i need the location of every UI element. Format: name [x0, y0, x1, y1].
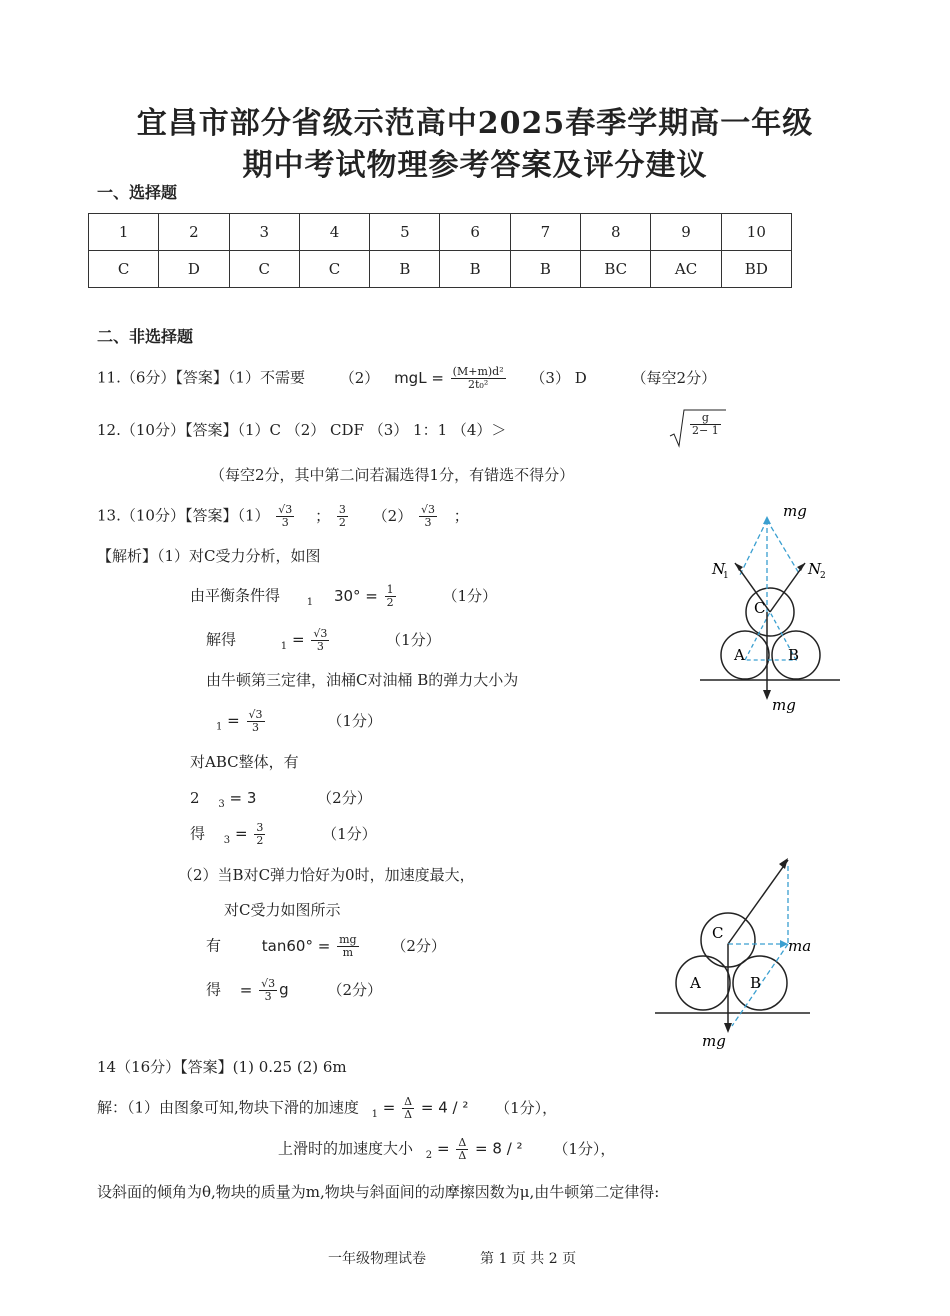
drum-a [721, 631, 769, 679]
table-cell-number: 7 [510, 214, 580, 251]
label-n2-sub: 2 [820, 571, 826, 581]
q13-ans3-den: 3 [424, 516, 432, 529]
label-ma: ma [788, 937, 812, 955]
dashed-line [767, 520, 800, 575]
q13-ans2-den: 2 [338, 516, 346, 529]
q11-frac-den: 2t₀² [468, 378, 489, 391]
q14-l2-frac-num: Δ [458, 1136, 467, 1149]
q13-l1-frac-num: 1 [386, 583, 394, 596]
table-row-answers [89, 251, 792, 288]
q13-l6-text: 2 [190, 789, 200, 807]
q13-line11 [206, 978, 382, 1003]
q13-l2-frac-num: √3 [313, 627, 328, 640]
q13-l7-sub: 3 [223, 834, 231, 846]
table-cell-number: 6 [440, 214, 510, 251]
q14-l1-score: （1分）， [495, 1098, 558, 1117]
label-n1: N [712, 560, 726, 578]
q13-l11-math: = [239, 980, 253, 999]
label-b: B [750, 974, 762, 992]
q11-formula-lhs: mgL = [394, 368, 444, 387]
q13-answer-line [97, 504, 469, 529]
q13-end: ； [453, 506, 469, 525]
table-row-numbers [89, 214, 792, 251]
q11-line [97, 366, 716, 391]
table-cell-number: 8 [581, 214, 651, 251]
force-diagram-1 [690, 500, 850, 715]
q13-line5: 对ABC整体，有 [190, 753, 299, 771]
q13-sep: ； [315, 506, 331, 525]
q13-l2-sub: 1 [280, 640, 288, 652]
q13-l2-text: 解得 [206, 630, 237, 649]
q13-l10-frac-den: m [342, 946, 354, 959]
q14-answer-line: 14（16分）【答案】(1) 0.25 (2) 6m [97, 1058, 347, 1076]
q13-l10-text: 有 [206, 936, 222, 955]
q13-ans3 [419, 504, 437, 529]
q13-l1-text: 由平衡条件得 [190, 586, 281, 605]
q14-l2-score: （1分）， [553, 1139, 616, 1158]
arrow-resultant [728, 860, 788, 944]
label-a: A [734, 646, 745, 664]
q13-l2-frac-den: 3 [316, 640, 324, 653]
label-n2: N [808, 560, 822, 578]
q13-l4-score: （1分） [327, 711, 382, 730]
q14-l2-frac-den: Δ [458, 1149, 467, 1162]
table-cell-answer: D [159, 251, 229, 288]
q13-l2-score: （1分） [386, 630, 441, 649]
q13-ans1-den: 3 [281, 516, 289, 529]
q13-l7-frac [254, 822, 265, 847]
page-title-line2: 期中考试物理参考答案及评分建议 [242, 148, 708, 183]
label-mg-top: mg [783, 502, 807, 520]
dashed-line [740, 520, 767, 575]
q13-line7 [190, 822, 377, 847]
table-cell-number: 3 [229, 214, 299, 251]
q14-l2-sub: 2 [425, 1149, 433, 1161]
q13-l11-frac-den: 3 [264, 990, 272, 1003]
label-a: A [690, 974, 701, 992]
q14-l2-math: = [436, 1139, 450, 1158]
table-cell-number: 4 [299, 214, 369, 251]
section-heading-choice: 一、选择题 [97, 183, 178, 202]
q14-l2-val: = 8 / ² [475, 1139, 523, 1158]
q11-part2-label: （2） [339, 368, 380, 387]
q13-l7-math: = [234, 824, 248, 843]
table-cell-number: 2 [159, 214, 229, 251]
force-diagram-2 [650, 850, 830, 1055]
q13-l2-math: = [291, 630, 305, 649]
q13-l6-score: （2分） [317, 789, 372, 807]
q13-l4-frac-num: √3 [248, 708, 263, 721]
q13-l1-sub: 1 [306, 596, 314, 608]
arrowhead-icon [763, 516, 771, 524]
q13-line8: （2）当B对C弹力恰好为0时，加速度最大， [178, 866, 475, 884]
footer-page: 第 1 页 共 2 页 [480, 1251, 577, 1267]
q13-l6-math: = 3 [229, 789, 257, 807]
q13-l11-frac [259, 978, 277, 1003]
q13-l11-frac-num: √3 [261, 977, 276, 990]
table-cell-number: 10 [721, 214, 791, 251]
table-cell-answer: BC [581, 251, 651, 288]
q13-ans2-num: 3 [338, 503, 346, 516]
label-n1-sub: 1 [723, 571, 729, 581]
label-c: C [712, 924, 724, 942]
q14-l1-val: = 4 / ² [420, 1098, 469, 1117]
drum-a [676, 956, 730, 1010]
table-cell-answer: C [299, 251, 369, 288]
q11-part3: （3） D [530, 368, 587, 387]
q13-ans1 [276, 504, 294, 529]
q12-note: （每空2分，其中第二问若漏选得1分，有错选不得分） [210, 466, 575, 484]
q13-ans2 [337, 504, 348, 529]
q13-l7-score: （1分） [322, 824, 377, 843]
q13-jiexi: 【解析】（1）对C受力分析，如图 [97, 547, 321, 565]
q13-line6 [190, 787, 372, 810]
q13-line9: 对C受力如图所示 [224, 901, 341, 919]
q13-l4-frac-den: 3 [252, 721, 260, 734]
q13-l11-tail: g [279, 980, 289, 999]
q14-line3: 设斜面的倾角为θ,物块的质量为m,物块与斜面间的动摩擦因数为μ,由牛顿第二定律得: [97, 1183, 660, 1201]
q13-l1-frac-den: 2 [386, 596, 394, 609]
q13-l7-frac-num: 3 [256, 821, 264, 834]
q13-l4-frac [247, 709, 265, 734]
label-b: B [788, 646, 800, 664]
q13-part2: （2） [372, 506, 413, 525]
q13-prefix: 13.（10分）【答案】（1） [97, 506, 270, 525]
q14-line2 [278, 1137, 615, 1162]
arrow-n2 [770, 563, 805, 612]
q14-l1-math: = [382, 1098, 396, 1117]
q13-l2-frac [311, 628, 329, 653]
q13-ans3-num: √3 [420, 503, 435, 516]
q13-l7-frac-den: 2 [256, 834, 264, 847]
q13-l10-frac [337, 934, 358, 959]
q13-l1-math: 30° = [333, 586, 378, 605]
label-c: C [754, 599, 766, 617]
q14-l2-text: 上滑时的加速度大小 [278, 1139, 414, 1158]
q13-l11-text: 得 [206, 980, 222, 999]
q11-fraction [451, 366, 506, 391]
table-cell-answer: C [89, 251, 159, 288]
arrowhead-icon [797, 563, 805, 571]
q13-l1-frac [385, 584, 396, 609]
table-cell-answer: AC [651, 251, 721, 288]
table-cell-answer: B [440, 251, 510, 288]
q14-line1 [97, 1096, 557, 1121]
choice-answer-table [88, 213, 792, 288]
q13-l10-frac-num: mg [339, 933, 357, 946]
q13-line2 [206, 628, 441, 653]
q13-l10-score: （2分） [391, 936, 446, 955]
q11-frac-num: (M+m)d² [452, 365, 504, 378]
section-heading-nonchoice: 二、非选择题 [97, 327, 194, 346]
table-cell-answer: B [370, 251, 440, 288]
q12-sqrt-den: 2− 1 [692, 424, 719, 437]
arrowhead-icon [763, 690, 771, 700]
table-cell-number: 9 [651, 214, 721, 251]
q13-line4 [216, 709, 382, 734]
q13-line1 [190, 584, 497, 609]
q14-l1-frac [402, 1096, 414, 1121]
table-cell-number: 5 [370, 214, 440, 251]
label-mg-bottom: mg [772, 696, 796, 714]
label-mg: mg [702, 1032, 726, 1050]
q13-l7-text: 得 [190, 824, 206, 843]
table-cell-answer: BD [721, 251, 791, 288]
q13-l6-sub: 3 [218, 799, 225, 810]
q13-l4-math: = [227, 711, 240, 730]
arrowhead-icon [735, 563, 743, 571]
q13-l4-sub: 1 [216, 721, 223, 733]
q13-line3: 由牛顿第三定律，油桶C对油桶 B的弹力大小为 [206, 671, 519, 689]
q13-l10-math: tan60° = [261, 936, 331, 955]
q14-l2-frac [456, 1137, 468, 1162]
q12-sqrt-num: g [690, 412, 721, 425]
q11-prefix: 11.（6分）【答案】（1）不需要 [97, 368, 305, 387]
q13-l11-score: （2分） [327, 980, 383, 999]
q14-l1-text: 解：（1）由图象可知,物块下滑的加速度 [97, 1098, 359, 1117]
q13-line10 [206, 934, 446, 959]
arrowhead-icon [779, 858, 788, 869]
footer-left: 一年级物理试卷 [328, 1251, 426, 1267]
q14-l1-frac-num: Δ [404, 1095, 413, 1108]
q12-line: 12.（10分）【答案】（1）C （2） CDF （3） 1：1 （4）＞ [97, 421, 507, 439]
q13-ans1-num: √3 [278, 503, 293, 516]
q14-l1-frac-den: Δ [404, 1108, 413, 1121]
page-title-line1: 宜昌市部分省级示范高中2025春季学期高一年级 [136, 106, 814, 141]
table-cell-answer: C [229, 251, 299, 288]
q13-l1-score: （1分） [442, 586, 497, 605]
table-cell-number: 1 [89, 214, 159, 251]
q12-sqrt-frac [690, 412, 721, 437]
q14-l1-sub: 1 [371, 1108, 378, 1120]
table-cell-answer: B [510, 251, 580, 288]
q11-note: （每空2分） [631, 368, 717, 387]
